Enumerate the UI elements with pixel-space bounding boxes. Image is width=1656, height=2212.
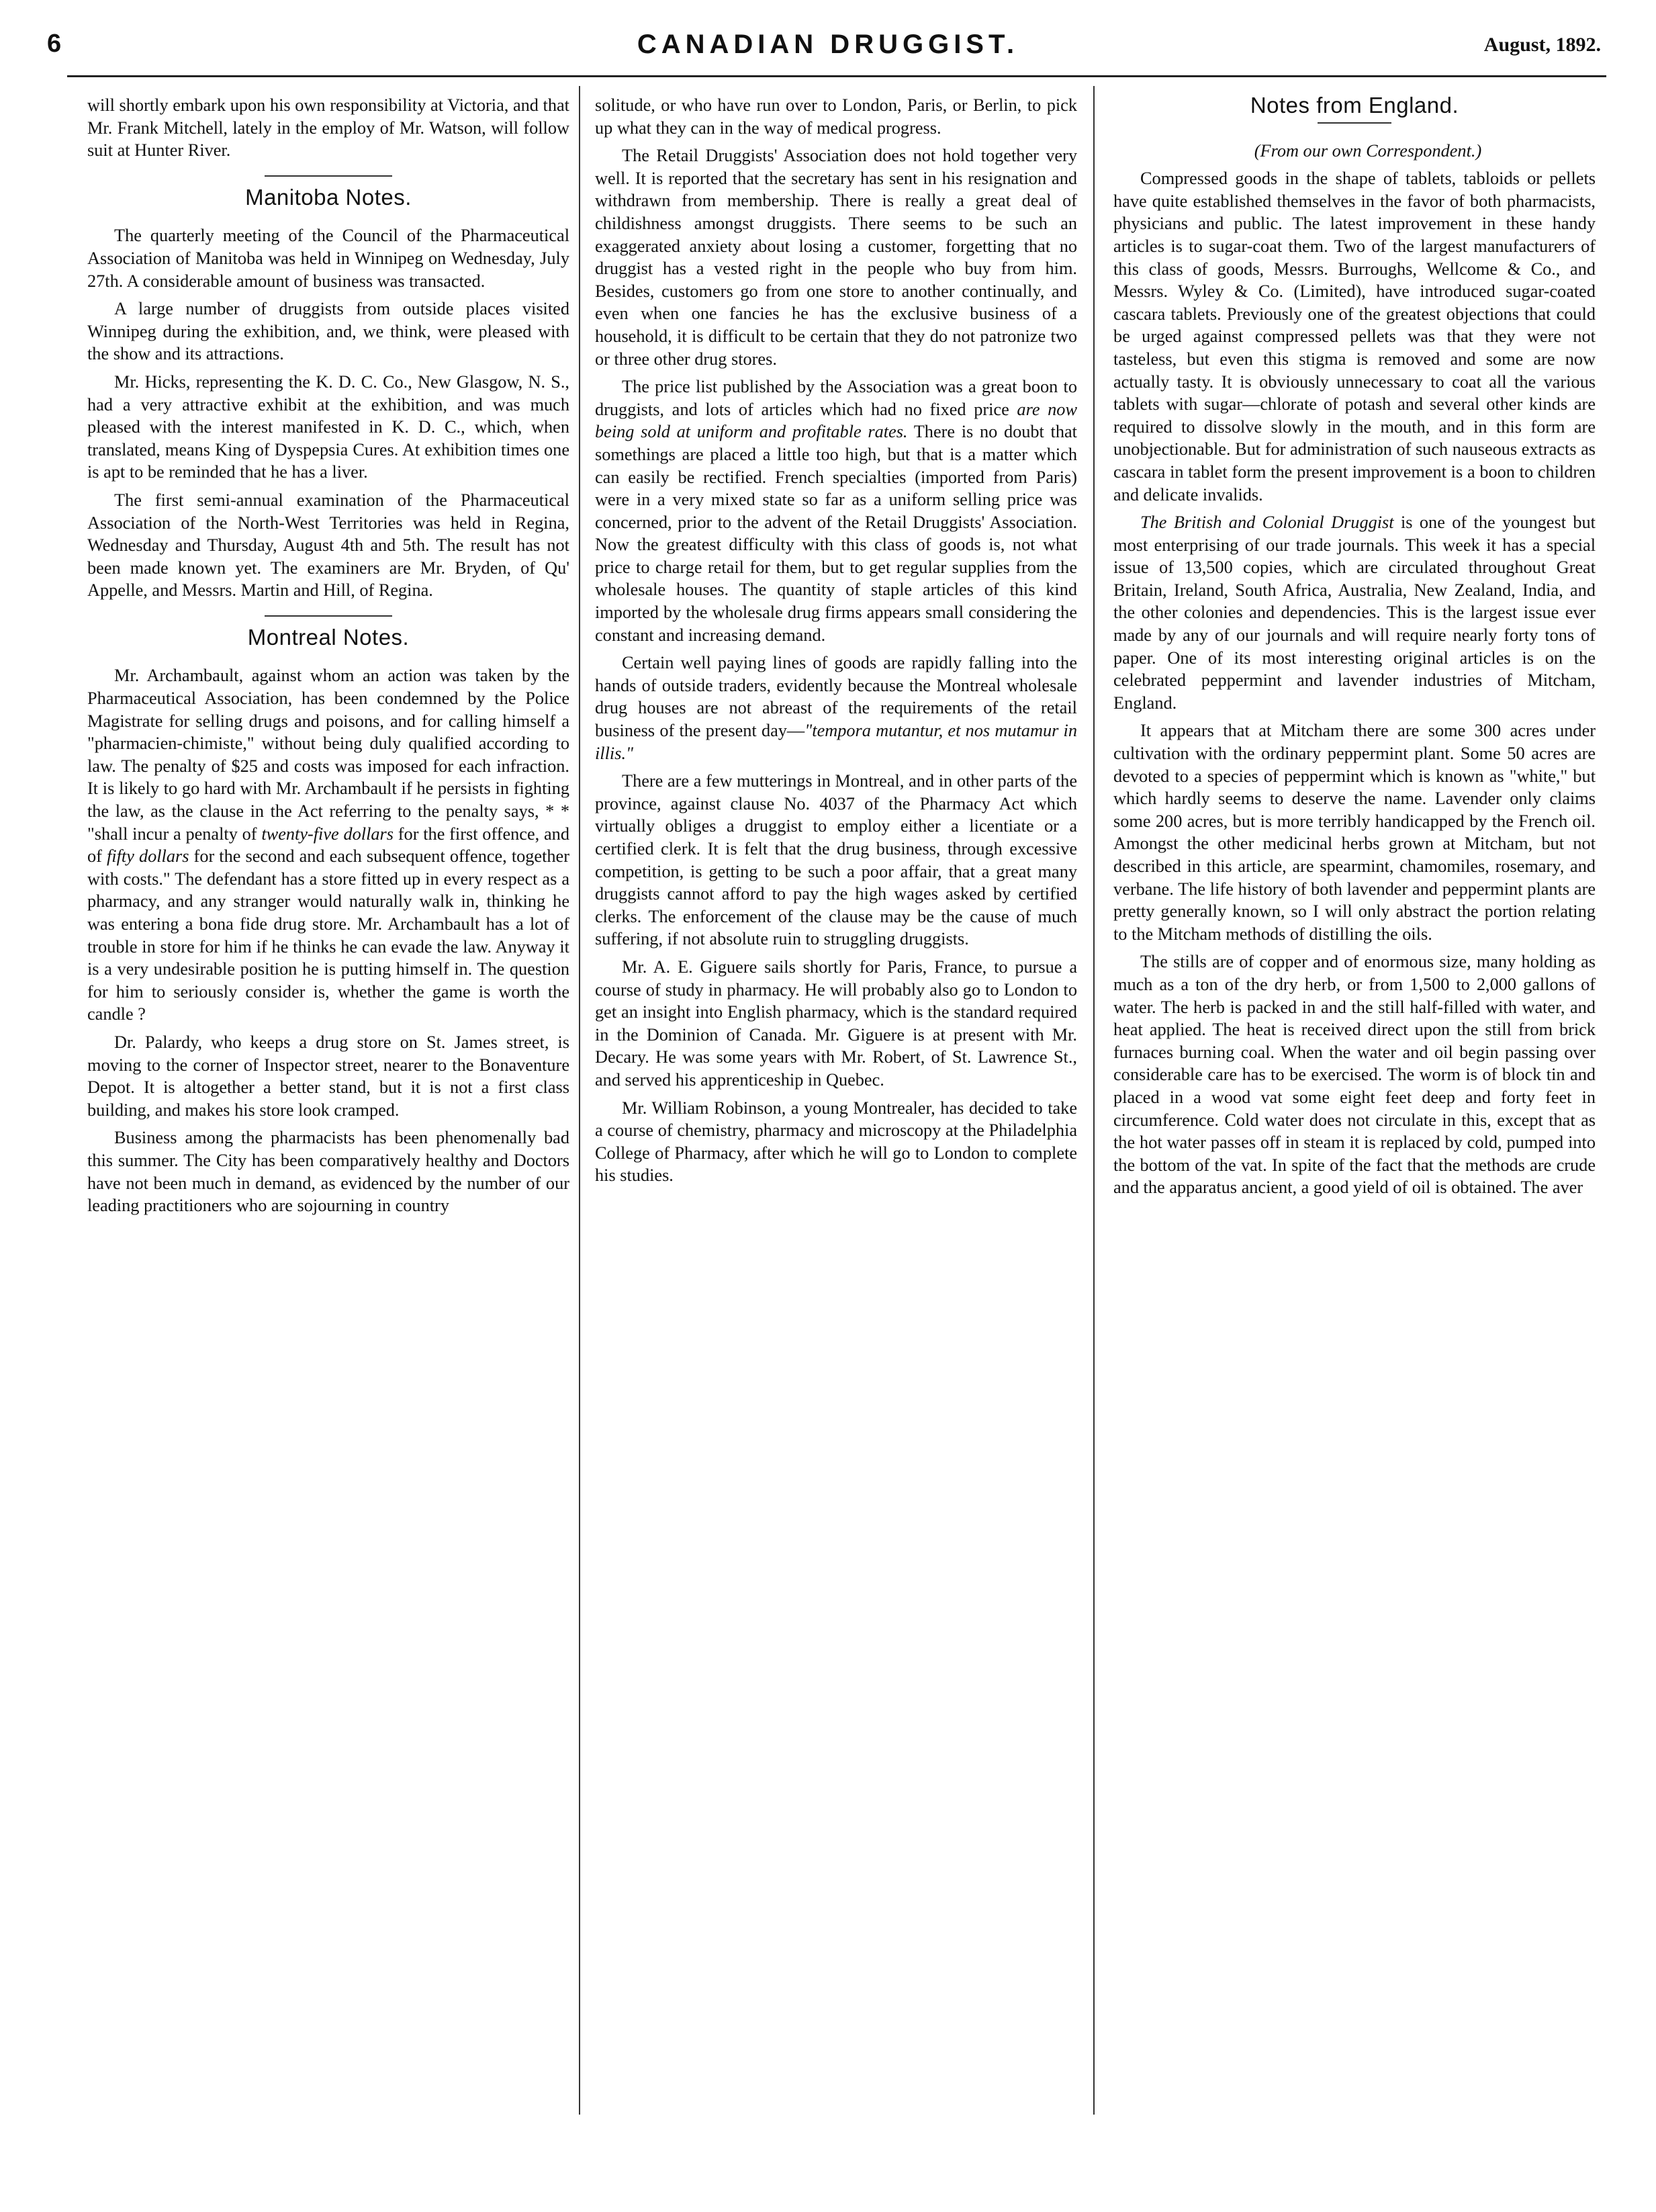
paragraph: The first semi-annual examination of the Pharmaceutical Association of the North-West Territories was held in Regina, Wednesday and Thursday, August 4th and 5th. The result has not been made known yet. The examiners are Mr. Bryden, of Qu' Appelle, and Messrs. Martin and Hill, of Regina. <box>87 490 569 601</box>
paragraph: There are a few mutterings in Montreal, and in other parts of the province, against clause No. 4037 of the Pharmacy Act which virtually obliges a druggist to employ either a licentiate or a certified clerk. It is felt that the drug business, through excessive competition, is getting to be such a poor affair, that a great many druggists cannot afford to pay the high wages asked by certified clerks. The enforcement of the clause may be the cause of much suffering, if not absolute ruin to struggling druggists. <box>595 771 1077 949</box>
section-heading-england: Notes from England. <box>1250 93 1459 118</box>
paragraph: Dr. Palardy, who keeps a drug store on St. James street, is moving to the corner of Inspector street, nearer to the Bonaventure Depot. It is altogether a better stand, but it is not a first class building, and makes his store look cramped. <box>87 1032 569 1120</box>
column-rule-left <box>579 86 580 2115</box>
column-2 <box>595 94 1077 1187</box>
page-number: 6 <box>47 30 62 58</box>
paragraph: The stills are of copper and of enormous size, many holding as much as a ton of the dry herb, or from 1,500 to 2,000 gallons of water. The herb is packed in and the still half-filled with water, and heat applied. The heat is received direct upon the still from brick furnaces burning coal. When the water and oil begin passing over considerable care has to be exercised. The worm is of block tin and placed in a wood vat some eight feet deep and forty feet in circumference. Cold water does not circulate in this, except that as the hot water passes off in steam it is replaced by cold, pumped into the bottom of the vat. In spite of the fact that the methods are crude and the apparatus ancient, a good yield of oil is obtained. The aver <box>1113 952 1596 1198</box>
paragraph: Compressed goods in the shape of tablets, tabloids or pellets have quite established themselves in the favor of both pharmacists, physicians and public. The latest improvement in these handy articles is to sugar-coat them. Two of the largest manufacturers of this class of goods, Messrs. Burroughs, Wellcome & Co., and Messrs. Wyley & Co. (Limited), have introduced sugar-coated cascara tablets. Previously one of the greatest objections that could be urged against compressed pellets was that they were not tasteless, but even this stigma is removed and some are now actually tasty. It is obviously unnecessary to coat all the various tablets with sugar—chlorate of potash and several other kinds are required to dissolve slowly in the mouth, and in this form are unobjectionable. But for administration of such nauseous extracts as cascara in tablet form the present improvement is a boon to children and delicate invalids. <box>1113 169 1596 504</box>
paragraph: solitude, or who have run over to London, Paris, or Berlin, to pick up what they can in the way of medical progress. <box>595 95 1077 138</box>
column-1 <box>87 94 569 1217</box>
column-3 <box>1113 94 1596 1199</box>
journal-title: CANADIAN DRUGGIST. <box>637 30 1019 59</box>
column-rule-right <box>1093 86 1095 2115</box>
paragraph: Certain well paying lines of goods are rapidly falling into the hands of outside traders, evidently because the Montreal wholesale drug houses are not abreast of the requirements of the retail business of the present day—"tempora mutantur, et nos mutamur in illis." <box>595 653 1077 763</box>
paragraph: Mr. William Robinson, a young Montrealer, has decided to take a course of chemistry, pharmacy and microscopy at the Philadelphia College of Pharmacy, after which he will go to London to complete his studies. <box>595 1098 1077 1186</box>
paragraph: It appears that at Mitcham there are some 300 acres under cultivation with the ordinary peppermint plant. Some 50 acres are devoted to a species of peppermint which is known as "white," but which hardly seems to deserve the name. Lavender only claims some 200 acres, but is more terribly handicapped by the French oil. Amongst the other medicinal herbs grown at Mitcham, but not described in this article, are spearmint, chamomiles, rosemary, and verbane. The life history of both lavender and peppermint plants are pretty generally known, so I will only abstract the portion relating to the Mitcham methods of distilling the oils. <box>1113 721 1596 944</box>
paragraph: will shortly embark upon his own responsibility at Victoria, and that Mr. Frank Mitchell, lately in the employ of Mr. Watson, will follow suit at Hunter River. <box>87 95 569 161</box>
paragraph: The price list published by the Association was a great boon to druggists, and lots of articles which had no fixed price are now being sold at uniform and profitable rates. There is no doubt that somethings are placed a little too high, but that is a matter which can easily be rectified. French specialties (imported from Paris) were in a very mixed state so far as a uniform selling price was concerned, prior to the advent of the Retail Druggists' Association. Now the greatest difficulty with this class of goods is, not what price to charge retail for them, but to get regular supplies from the wholesale houses. The quantity of staple articles of this kind imported by the wholesale drug firms appears small considering the constant and increasing demand. <box>595 377 1077 645</box>
section-heading-manitoba: Manitoba Notes. <box>245 184 412 210</box>
header-rule <box>67 75 1606 77</box>
paragraph: The Retail Druggists' Association does not hold together very well. It is reported that the secretary has sent in his resignation and withdrawn from membership. There is really a great deal of childishness amongst druggists. There seems to be such an exaggerated anxiety about losing a customer, forgetting that no druggist has a vested right in the people who buy from him. Besides, customers go from one store to another continually, and even when one fancies he has the exclusive business of a household, it is difficult to be certain that they do not patronize two or three other drug stores. <box>595 146 1077 369</box>
paragraph: Mr. Archambault, against whom an action was taken by the Pharmaceutical Association, has been condemned by the Police Magistrate for selling drugs and poisons, and for calling himself a "pharmacien-chimiste," without being duly qualified according to law. The penalty of $25 and costs was imposed for each infraction. It is likely to go hard with Mr. Archambault if he persists in fighting the law, as the clause in the Act referring to the penalty says, * * "shall incur a penalty of twenty-five dollars for the first offence, and of fifty dollars for the second and each subsequent offence, together with costs." The defendant has a store fitted up in every respect as a pharmacy, and any stranger would naturally walk in, thinking he was entering a bona fide drug store. Mr. Archambault has a lot of trouble in store for him if he thinks he can evade the law. Anyway it is a very undesirable position he is putting himself in. The question for him to seriously consider is, whether the game is worth the candle ? <box>87 666 569 1024</box>
paragraph: Mr. Hicks, representing the K. D. C. Co., New Glasgow, N. S., had a very attractive exhibit at the exhibition, and was much pleased with the interest manifested in K. D. C., which, when translated, means King of Dyspepsia Cures. At exhibition times one is apt to be reminded that he has a liver. <box>87 371 569 482</box>
paragraph: A large number of druggists from outside places visited Winnipeg during the exhibition, and, we think, were pleased with the show and its attractions. <box>87 299 569 364</box>
paragraph: The quarterly meeting of the Council of the Pharmaceutical Association of Manitoba was held in Winnipeg on Wednesday, July 27th. A considerable amount of business was transacted. <box>87 226 569 291</box>
section-heading-montreal: Montreal Notes. <box>247 624 410 650</box>
byline: (From our own Correspondent.) <box>1254 140 1482 161</box>
heading-rule <box>1318 122 1391 124</box>
paragraph: Mr. A. E. Giguere sails shortly for Paris, France, to pursue a course of study in pharmacy. He will probably also go to London to get an insight into English pharmacy, which is the standard required in the Dominion of Canada. Mr. Giguere is at present with Mr. Decary. He was some years with Mr. Robert, of St. Lawrence St., and served his apprenticeship in Quebec. <box>595 957 1077 1090</box>
paragraph: The British and Colonial Druggist is one of the youngest but most enterprising of our trade journals. This week it has a special issue of 13,500 copies, which are circulated throughout Great Britain, Ireland, South Africa, Australia, New Zealand, India, and the other colonies and dependencies. This is the largest issue ever made by any of our journals and will require nearly forty tons of paper. One of its most interesting original articles is on the celebrated peppermint and lavender industries of Mitcham, England. <box>1113 513 1596 713</box>
section-divider <box>265 175 392 177</box>
section-divider <box>265 615 392 617</box>
paragraph: Business among the pharmacists has been phenomenally bad this summer. The City has been comparatively healthy and Doctors have not been much in demand, as evidenced by the number of our leading practitioners who are sojourning in country <box>87 1128 569 1216</box>
issue-date: August, 1892. <box>1483 34 1601 56</box>
